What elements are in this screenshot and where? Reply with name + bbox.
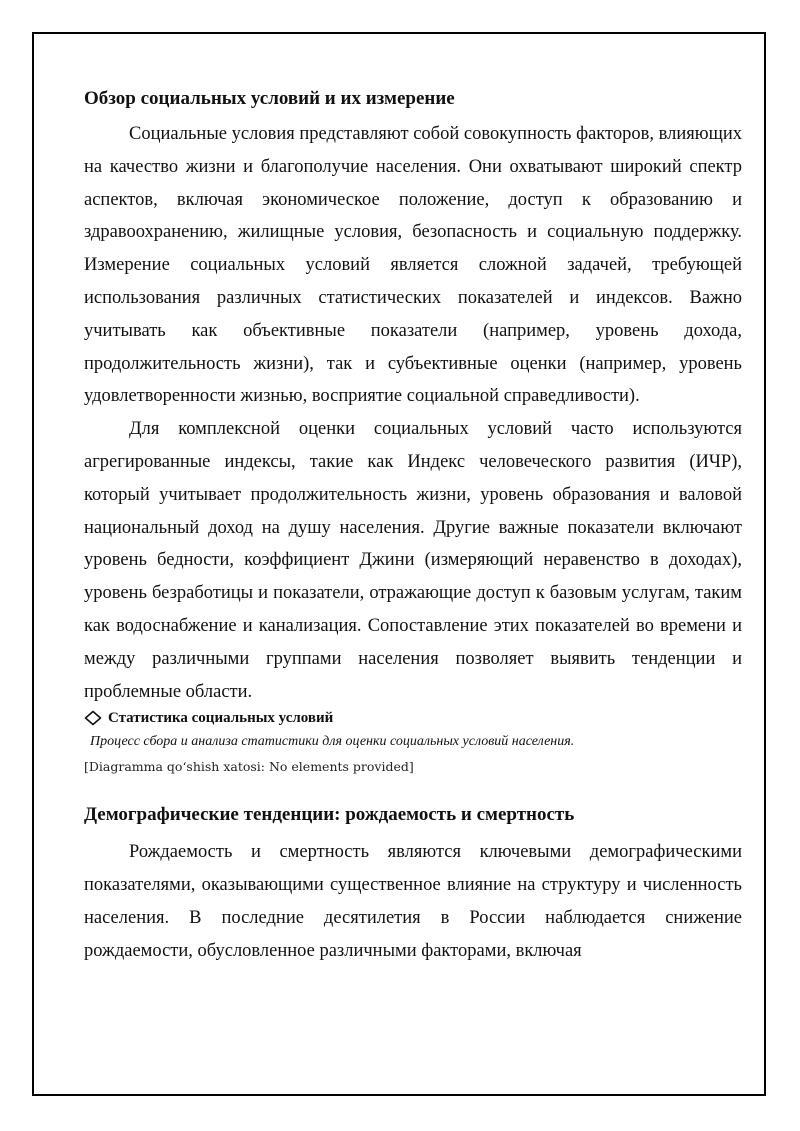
diagram-error-message: [Diagramma qo‘shish xatosi: No elements provided] (84, 759, 414, 775)
diamond-outline-icon (84, 710, 102, 726)
figure-title: Статистика социальных условий (108, 710, 334, 727)
figure-block (84, 708, 742, 776)
body-paragraph: Социальные условия представляют собой совокупность факторов, влияющих на качество жизни и благополучие населения. Они охватывают широкий спектр аспектов, включая экономическое положение, доступ к образованию и здравоохранению, жилищные условия, безопасность и социальную поддержку. Измерение социальных условий является сложной задачей, требующей использования различных статистических показателей и индексов. Важно учитывать как объективные показатели (например, уровень дохода, продолжительность жизни), так и субъективные оценки (например, уровень удовлетворенности жизнью, восприятие социальной справедливости). (84, 124, 742, 407)
body-paragraph: Рождаемость и смертность являются ключевыми демографическими показателями, оказывающими существенное влияние на структуру и численность населения. В последние десятилетия в России наблюдается снижение рождаемости, обусловленное различными факторами, включая (84, 842, 742, 961)
body-paragraph: Для комплексной оценки социальных условий часто используются агрегированные индексы, такие как Индекс человеческого развития (ИЧР), который учитывает продолжительность жизни, уровень образования и валовой национальный доход на душу населения. Другие важные показатели включают уровень бедности, коэффициент Джини (измеряющий неравенство в доходах), уровень безработицы и показатели, отражающие доступ к базовым услугам, таким как водоснабжение и канализация. Сопоставление этих показателей во времени и между различными группами населения позволяет выявить тенденции и проблемные области. (84, 419, 742, 702)
figure-title-row (84, 708, 742, 728)
document-content (84, 86, 742, 968)
section-heading: Демографические тенденции: рождаемость и смертность (84, 804, 575, 826)
figure-caption: Процесс сбора и анализа статистики для оценки социальных условий населения. (90, 734, 575, 750)
section-heading: Обзор социальных условий и их измерение (84, 88, 455, 109)
